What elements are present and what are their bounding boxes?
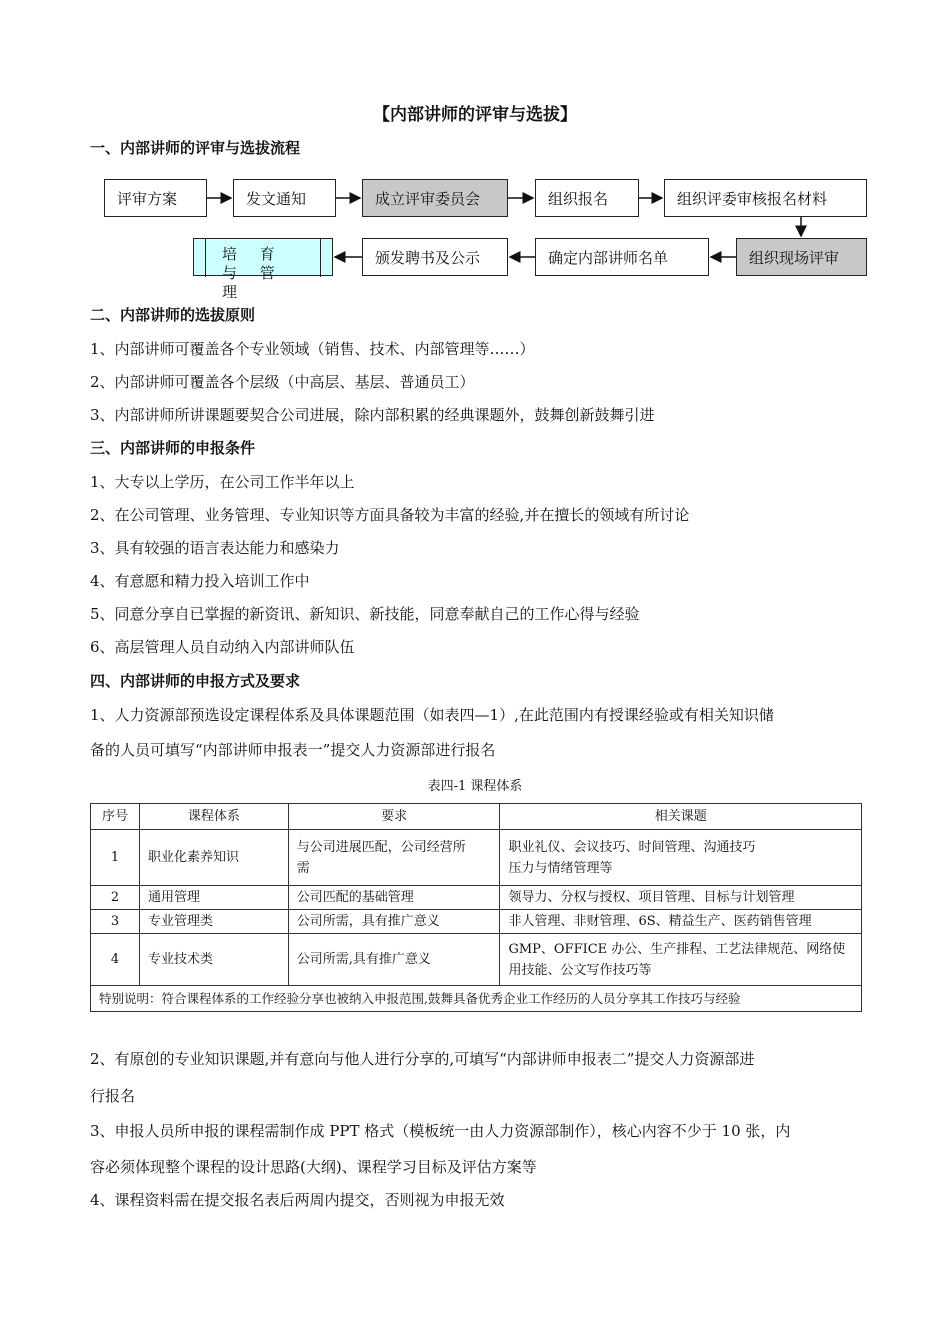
section2-heading: 二、内部讲师的选拔原则	[90, 306, 256, 324]
flow-step-training-label: 培 育 与 管 理	[222, 245, 284, 301]
section3-item-4: 4、有意愿和精力投入培训工作中	[90, 572, 310, 590]
cell-text-line: 压力与情绪管理等	[508, 860, 613, 876]
cell-requirement: 公司所需，具有推广意义	[288, 910, 500, 934]
section3-item-2: 2、在公司管理、业务管理、专业知识等方面具备较为丰富的经验,并在擅长的领域有所讨论	[90, 506, 690, 524]
flow-step-confirm-list: 确定内部讲师名单	[535, 238, 709, 276]
cell-system: 专业管理类	[139, 910, 288, 934]
section2-item-1: 1、内部讲师可覆盖各个专业领域（销售、技术、内部管理等……）	[90, 340, 535, 358]
flow-step-committee: 成立评审委员会	[362, 179, 508, 217]
section3-item-1: 1、大专以上学历，在公司工作半年以上	[90, 473, 355, 491]
cell-requirement: 公司匹配的基础管理	[288, 886, 500, 910]
section3-item-6: 6、高层管理人员自动纳入内部讲师队伍	[90, 638, 355, 656]
table-row	[91, 910, 862, 934]
section4-item3-line1: 3、申报人员所申报的课程需制作成 PPT 格式（模板统一由人力资源部制作），核心内容不少于 10 张，内	[90, 1122, 791, 1140]
table-row	[91, 886, 862, 910]
cell-no: 3	[91, 910, 140, 934]
flow-step-registration: 组织报名	[535, 179, 639, 217]
cell-no: 1	[91, 830, 140, 886]
section4-item3-line2: 容必须体现整个课程的设计思路(大纲)、课程学习目标及评估方案等	[90, 1158, 537, 1176]
flow-step-review-materials: 组织评委审核报名材料	[664, 179, 867, 217]
section4-item2-line2: 行报名	[90, 1087, 136, 1105]
section3-item-5: 5、同意分享自已掌握的新资讯、新知识、新技能，同意奉献自己的工作心得与经验	[90, 605, 640, 623]
flow-step-onsite-review: 组织现场评审	[736, 238, 867, 276]
cell-text-line: 用技能、公文写作技巧等	[508, 962, 652, 978]
cell-system: 专业技术类	[139, 934, 288, 986]
col-header-requirement: 要求	[288, 804, 500, 830]
flow-step-plan: 评审方案	[104, 179, 207, 217]
cell-topics: 领导力、分权与授权、项目管理、目标与计划管理	[500, 886, 862, 910]
col-header-system: 课程体系	[139, 804, 288, 830]
cell-text-line: 职业礼仪、会议技巧、时间管理、沟通技巧	[508, 839, 756, 855]
table-note-row	[91, 986, 862, 1012]
table-note: 特别说明：符合课程体系的工作经验分享也被纳入申报范围,鼓舞具备优秀企业工作经历的人员分享其工作技巧与经验	[91, 986, 862, 1012]
cell-no: 2	[91, 886, 140, 910]
cell-requirement: 公司所需,具有推广意义	[288, 934, 500, 986]
table-row	[91, 934, 862, 986]
cell-system: 通用管理	[139, 886, 288, 910]
flow-arrows	[0, 0, 950, 300]
flow-step-certificate: 颁发聘书及公示	[362, 238, 508, 276]
cell-topics	[500, 830, 862, 886]
cell-text-line: 与公司进展匹配，公司经营所	[296, 839, 466, 855]
cell-system: 职业化素养知识	[139, 830, 288, 886]
section4-item1-line1: 1、人力资源部预选设定课程体系及具体课题范围（如表四—1）,在此范围内有授课经验或有相关知识储	[90, 706, 774, 724]
section4-item4: 4、课程资料需在提交报名表后两周内提交，否则视为申报无效	[90, 1191, 505, 1209]
cell-text-line: GMP、OFFICE 办公、生产排程、工艺法律规范、网络使	[508, 941, 846, 957]
col-header-no: 序号	[91, 804, 140, 830]
section4-item1-line2: 备的人员可填写“内部讲师申报表一”提交人力资源部进行报名	[90, 741, 496, 759]
section3-item-3: 3、具有较强的语言表达能力和感染力	[90, 539, 340, 557]
cell-requirement	[288, 830, 500, 886]
cell-no: 4	[91, 934, 140, 986]
section2-item-3: 3、内部讲师所讲课题要契合公司进展，除内部积累的经典课题外，鼓舞创新鼓舞引进	[90, 406, 655, 424]
section4-heading: 四、内部讲师的申报方式及要求	[90, 672, 301, 690]
col-header-topics: 相关课题	[500, 804, 862, 830]
table-row	[91, 830, 862, 886]
cell-topics	[500, 934, 862, 986]
flow-step-notice: 发文通知	[233, 179, 336, 217]
table-caption: 表四-1 课程体系	[427, 779, 523, 794]
section4-item2-line1: 2、有原创的专业知识课题,并有意向与他人进行分享的,可填写“内部讲师申报表二”提交人力资源部进	[90, 1050, 755, 1068]
cell-text-line: 需	[296, 860, 310, 876]
section3-heading: 三、内部讲师的申报条件	[90, 439, 256, 457]
document-title: 【内部讲师的评审与选拔】	[373, 105, 577, 125]
table-header-row	[91, 804, 862, 830]
course-system-table	[90, 803, 862, 1012]
cell-topics: 非人管理、非财管理、6S、精益生产、医药销售管理	[500, 910, 862, 934]
section1-heading: 一、内部讲师的评审与选拔流程	[90, 139, 301, 157]
section2-item-2: 2、内部讲师可覆盖各个层级（中高层、基层、普通员工）	[90, 373, 475, 391]
